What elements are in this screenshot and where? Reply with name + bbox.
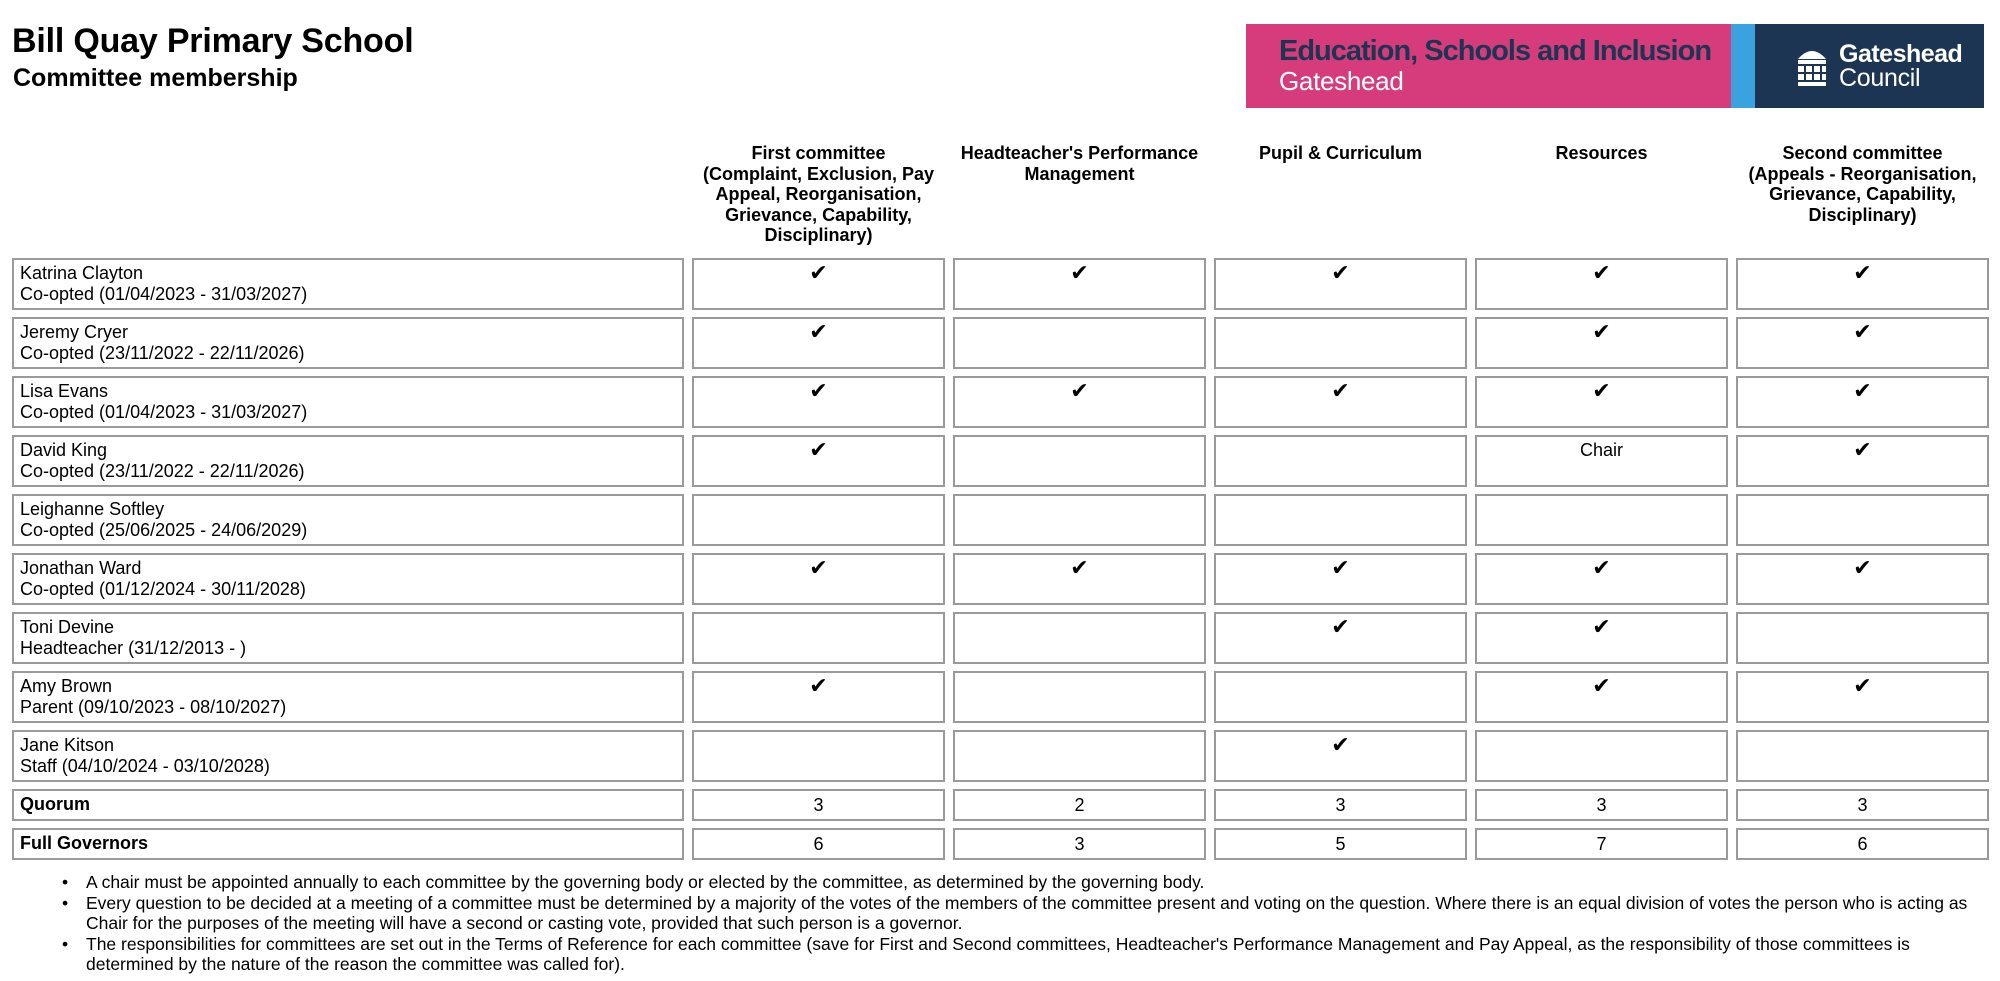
note-item: • Every question to be decided at a meeting of a committee must be determined by a majority of the votes of the members of the committee present and voting on the question. Where there is an equal division of votes the person who is acting as Chair for the purposes of the meeting will have a second or casting vote, provided that such person is a governor. — [62, 893, 1992, 934]
summary-row — [12, 828, 1989, 860]
member-cell — [12, 730, 684, 782]
note-item: • The responsibilities for committees are set out in the Terms of Reference for each committee (save for First and Second committees, Headteacher's Performance Management and Pay Appeal, as the responsibility of those committees is determined by the nature of the reason the committee was called for). — [62, 934, 1992, 975]
committee-table — [4, 128, 1997, 867]
table-row — [12, 317, 1989, 369]
note-item: • A chair must be appointed annually to each committee by the governing body or elected by the committee, as determined by the governing body. — [62, 872, 1992, 893]
checkmark-cell: ✔ — [1214, 376, 1467, 428]
checkmark-cell: ✔ — [1475, 671, 1728, 723]
summary-value: 6 — [692, 828, 945, 860]
table-row — [12, 553, 1989, 605]
checkmark-cell: ✔ — [1475, 612, 1728, 664]
empty-cell — [953, 730, 1206, 782]
summary-row — [12, 789, 1989, 821]
empty-cell — [1214, 317, 1467, 369]
checkmark-cell: ✔ — [953, 258, 1206, 310]
summary-value: 3 — [692, 789, 945, 821]
table-row — [12, 494, 1989, 546]
empty-cell — [953, 317, 1206, 369]
summary-label: Quorum — [12, 789, 684, 821]
summary-value: 7 — [1475, 828, 1728, 860]
building-icon — [1795, 45, 1829, 87]
service-name: Education, Schools and Inclusion — [1279, 35, 1712, 67]
member-cell — [12, 494, 684, 546]
empty-cell — [1736, 730, 1989, 782]
table-row — [12, 612, 1989, 664]
checkmark-cell: ✔ — [1736, 317, 1989, 369]
council-name: Gateshead — [1839, 40, 1963, 68]
empty-cell — [953, 612, 1206, 664]
table-row — [12, 730, 1989, 782]
checkmark-cell: ✔ — [1475, 258, 1728, 310]
column-header-pupil-curriculum: Pupil & Curriculum — [1258, 143, 1422, 163]
checkmark-cell: ✔ — [692, 671, 945, 723]
summary-value: 2 — [953, 789, 1206, 821]
member-name: Lisa Evans — [20, 381, 109, 401]
summary-value: 5 — [1214, 828, 1467, 860]
checkmark-cell: ✔ — [692, 317, 945, 369]
member-role: Staff (04/10/2024 - 03/10/2028) — [20, 755, 270, 776]
column-header-first-committee: First committee (Complaint, Exclusion, Pay Appeal, Reorganisation, Grievance, Capability, Disciplinary) — [702, 143, 935, 245]
checkmark-cell: ✔ — [1736, 435, 1989, 487]
table-row — [12, 258, 1989, 310]
member-rows — [12, 258, 1989, 782]
page-subtitle: Committee membership — [13, 64, 298, 92]
summary-value: 6 — [1736, 828, 1989, 860]
member-name: Katrina Clayton — [20, 263, 144, 283]
member-cell — [12, 435, 684, 487]
member-role: Co-opted (01/04/2023 - 31/03/2027) — [20, 401, 308, 422]
member-cell — [12, 258, 684, 310]
council-label: Council — [1839, 64, 1921, 92]
service-banner — [1246, 24, 1731, 108]
header-spacer — [12, 135, 684, 251]
member-role: Headteacher (31/12/2013 - ) — [20, 637, 247, 658]
service-area: Gateshead — [1279, 66, 1404, 96]
checkmark-cell: ✔ — [692, 435, 945, 487]
empty-cell — [1475, 494, 1728, 546]
checkmark-cell: ✔ — [1214, 730, 1467, 782]
member-cell — [12, 612, 684, 664]
checkmark-cell: ✔ — [692, 376, 945, 428]
member-role: Co-opted (23/11/2022 - 22/11/2026) — [20, 460, 305, 481]
checkmark-cell: ✔ — [1475, 553, 1728, 605]
role-cell: Chair — [1475, 435, 1728, 487]
empty-cell — [1736, 612, 1989, 664]
empty-cell — [953, 494, 1206, 546]
summary-rows — [12, 789, 1989, 860]
empty-cell — [1214, 435, 1467, 487]
member-name: David King — [20, 440, 108, 460]
member-cell — [12, 376, 684, 428]
member-name: Jane Kitson — [20, 735, 115, 755]
checkmark-cell: ✔ — [1475, 376, 1728, 428]
checkmark-cell: ✔ — [1736, 376, 1989, 428]
empty-cell — [1214, 494, 1467, 546]
empty-cell — [692, 612, 945, 664]
summary-value: 3 — [1736, 789, 1989, 821]
member-name: Toni Devine — [20, 617, 115, 637]
empty-cell — [1214, 671, 1467, 723]
checkmark-cell: ✔ — [1214, 612, 1467, 664]
checkmark-cell: ✔ — [1736, 553, 1989, 605]
checkmark-cell: ✔ — [1214, 553, 1467, 605]
table-row — [12, 376, 1989, 428]
checkmark-cell: ✔ — [953, 553, 1206, 605]
member-name: Leighanne Softley — [20, 499, 165, 519]
notes-list — [62, 872, 1992, 975]
empty-cell — [953, 671, 1206, 723]
checkmark-cell: ✔ — [953, 376, 1206, 428]
member-name: Amy Brown — [20, 676, 113, 696]
member-role: Co-opted (01/12/2024 - 30/11/2028) — [20, 578, 306, 599]
checkmark-cell: ✔ — [1736, 671, 1989, 723]
empty-cell — [692, 730, 945, 782]
council-logo — [1755, 24, 1984, 108]
header-banner — [1246, 24, 1984, 108]
member-role: Parent (09/10/2023 - 08/10/2027) — [20, 696, 287, 717]
summary-value: 3 — [1475, 789, 1728, 821]
summary-value: 3 — [953, 828, 1206, 860]
checkmark-cell: ✔ — [692, 553, 945, 605]
banner-stripe — [1731, 24, 1755, 108]
member-cell — [12, 317, 684, 369]
empty-cell — [1736, 494, 1989, 546]
member-name: Jeremy Cryer — [20, 322, 129, 342]
member-cell — [12, 671, 684, 723]
summary-label: Full Governors — [12, 828, 684, 860]
summary-value: 3 — [1214, 789, 1467, 821]
empty-cell — [692, 494, 945, 546]
column-header-resources: Resources — [1555, 143, 1648, 163]
column-header-headteacher-performance: Headteacher's Performance Management — [960, 143, 1199, 184]
checkmark-cell: ✔ — [1214, 258, 1467, 310]
member-role: Co-opted (23/11/2022 - 22/11/2026) — [20, 342, 305, 363]
empty-cell — [1475, 730, 1728, 782]
checkmark-cell: ✔ — [692, 258, 945, 310]
column-header-second-committee: Second committee (Appeals - Reorganisation, Grievance, Capability, Disciplinary) — [1748, 143, 1977, 225]
checkmark-cell: ✔ — [1736, 258, 1989, 310]
page-title: Bill Quay Primary School — [12, 22, 414, 60]
table-row — [12, 435, 1989, 487]
checkmark-cell: ✔ — [1475, 317, 1728, 369]
member-cell — [12, 553, 684, 605]
member-name: Jonathan Ward — [20, 558, 142, 578]
table-row — [12, 671, 1989, 723]
table-header-row — [12, 135, 1989, 251]
empty-cell — [953, 435, 1206, 487]
member-role: Co-opted (01/04/2023 - 31/03/2027) — [20, 283, 308, 304]
member-role: Co-opted (25/06/2025 - 24/06/2029) — [20, 519, 308, 540]
